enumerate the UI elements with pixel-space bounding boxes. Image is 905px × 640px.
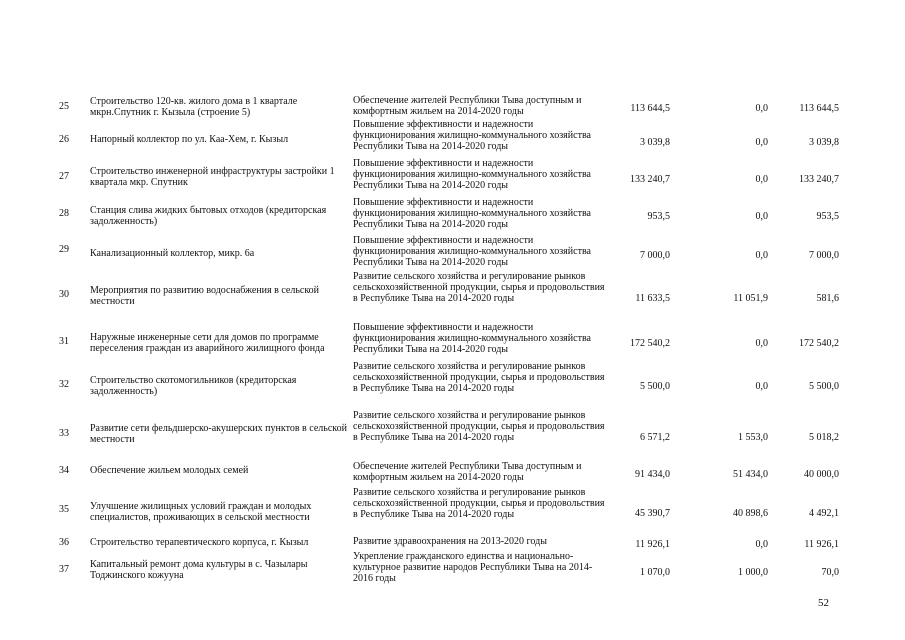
- value-republic: 133 240,7: [799, 174, 839, 185]
- project-name: Мероприятия по развитию водоснабжения в сельской местности: [90, 285, 320, 307]
- program-name: Повышение эффективности и надежности функционирования жилищно-коммунального хозяйства Республики Тыва на 2014-2020 годы: [353, 235, 591, 268]
- row-number: 35: [59, 504, 69, 515]
- row-number: 37: [59, 564, 69, 575]
- value-republic: 113 644,5: [799, 103, 839, 114]
- value-federal: 0,0: [755, 174, 768, 185]
- row-number: 26: [59, 134, 69, 145]
- value-federal: 0,0: [755, 539, 768, 550]
- row-number: 34: [59, 465, 69, 476]
- program-name: Развитие сельского хозяйства и регулирование рынков сельскохозяйственной продукции, сырья и продовольствия в Республике Тыва на 2014-2020 годы: [353, 410, 605, 443]
- program-name: Обеспечение жителей Республики Тыва доступным и комфортным жильем на 2014-2020 годы: [353, 461, 582, 483]
- value-federal: 1 000,0: [738, 567, 768, 578]
- value-federal: 11 051,9: [733, 293, 768, 304]
- value-federal: 0,0: [755, 250, 768, 261]
- value-republic: 70,0: [821, 567, 839, 578]
- program-name: Развитие сельского хозяйства и регулирование рынков сельскохозяйственной продукции, сырья и продовольствия в Республике Тыва на 2014-2020 годы: [353, 361, 605, 394]
- value-republic: 172 540,2: [799, 338, 839, 349]
- program-name: Укрепление гражданского единства и национально-культурное развитие народов Республики Тыва на 2014-2016 годы: [353, 551, 593, 584]
- value-total: 11 633,5: [635, 293, 670, 304]
- value-republic: 953,5: [816, 211, 839, 222]
- value-total: 5 500,0: [640, 381, 670, 392]
- project-name: Строительство терапевтического корпуса, г. Кызыл: [90, 537, 309, 548]
- value-republic: 581,6: [816, 293, 839, 304]
- value-total: 91 434,0: [635, 469, 670, 480]
- value-total: 1 070,0: [640, 567, 670, 578]
- project-name: Наружные инженерные сети для домов по программе переселения граждан из аварийного жилищного фонда: [90, 332, 325, 354]
- value-republic: 11 926,1: [804, 539, 839, 550]
- project-name: Напорный коллектор по ул. Каа-Хем, г. Кызыл: [90, 134, 289, 145]
- project-name: Станция слива жидких бытовых отходов (кредиторская задолженность): [90, 205, 327, 227]
- value-federal: 0,0: [755, 381, 768, 392]
- value-federal: 0,0: [755, 137, 768, 148]
- project-name: Канализационный коллектор, микр. 6а: [90, 248, 255, 259]
- row-number: 29: [59, 244, 69, 255]
- project-name: Капитальный ремонт дома культуры в с. Чазылары Тоджинского кожууна: [90, 559, 308, 581]
- value-republic: 5 018,2: [809, 432, 839, 443]
- program-name: Развитие сельского хозяйства и регулирование рынков сельскохозяйственной продукции, сырья и продовольствия в Республике Тыва на 2014-2020 годы: [353, 487, 605, 520]
- value-republic: 5 500,0: [809, 381, 839, 392]
- value-total: 45 390,7: [635, 508, 670, 519]
- value-total: 7 000,0: [640, 250, 670, 261]
- project-name: Развитие сети фельдшерско-акушерских пунктов в сельской местности: [90, 423, 347, 445]
- row-number: 25: [59, 101, 69, 112]
- value-total: 172 540,2: [630, 338, 670, 349]
- value-republic: 4 492,1: [809, 508, 839, 519]
- row-number: 32: [59, 379, 69, 390]
- program-name: Развитие здравоохранения на 2013-2020 годы: [353, 536, 547, 547]
- value-total: 3 039,8: [640, 137, 670, 148]
- program-name: Развитие сельского хозяйства и регулирование рынков сельскохозяйственной продукции, сырья и продовольствия в Республике Тыва на 2014-2020 годы: [353, 271, 605, 304]
- value-republic: 3 039,8: [809, 137, 839, 148]
- value-republic: 7 000,0: [809, 250, 839, 261]
- project-name: Строительство инженерной инфраструктуры застройки 1 квартала мкр. Спутник: [90, 166, 335, 188]
- project-name: Улучшение жилищных условий граждан и молодых специалистов, проживающих в сельской местности: [90, 501, 312, 523]
- program-name: Обеспечение жителей Республики Тыва доступным и комфортным жильем на 2014-2020 годы: [353, 95, 582, 117]
- program-name: Повышение эффективности и надежности функционирования жилищно-коммунального хозяйства Республики Тыва на 2014-2020 годы: [353, 322, 591, 355]
- value-total: 113 644,5: [630, 103, 670, 114]
- row-number: 33: [59, 428, 69, 439]
- value-federal: 51 434,0: [733, 469, 768, 480]
- value-total: 6 571,2: [640, 432, 670, 443]
- value-total: 11 926,1: [635, 539, 670, 550]
- value-federal: 40 898,6: [733, 508, 768, 519]
- program-name: Повышение эффективности и надежности функционирования жилищно-коммунального хозяйства Республики Тыва на 2014-2020 годы: [353, 197, 591, 230]
- row-number: 36: [59, 537, 69, 548]
- value-federal: 1 553,0: [738, 432, 768, 443]
- value-federal: 0,0: [755, 211, 768, 222]
- program-name: Повышение эффективности и надежности функционирования жилищно-коммунального хозяйства Республики Тыва на 2014-2020 годы: [353, 119, 591, 152]
- row-number: 31: [59, 336, 69, 347]
- value-total: 953,5: [647, 211, 670, 222]
- value-republic: 40 000,0: [804, 469, 839, 480]
- row-number: 30: [59, 289, 69, 300]
- row-number: 27: [59, 171, 69, 182]
- page-number: 52: [818, 597, 829, 609]
- project-name: Обеспечение жильем молодых семей: [90, 465, 249, 476]
- value-total: 133 240,7: [630, 174, 670, 185]
- value-federal: 0,0: [755, 103, 768, 114]
- row-number: 28: [59, 208, 69, 219]
- project-name: Строительство скотомогильников (кредиторская задолженность): [90, 375, 297, 397]
- value-federal: 0,0: [755, 338, 768, 349]
- program-name: Повышение эффективности и надежности функционирования жилищно-коммунального хозяйства Республики Тыва на 2014-2020 годы: [353, 158, 591, 191]
- project-name: Строительство 120-кв. жилого дома в 1 квартале мкрн.Спутник г. Кызыла (строение 5): [90, 96, 298, 118]
